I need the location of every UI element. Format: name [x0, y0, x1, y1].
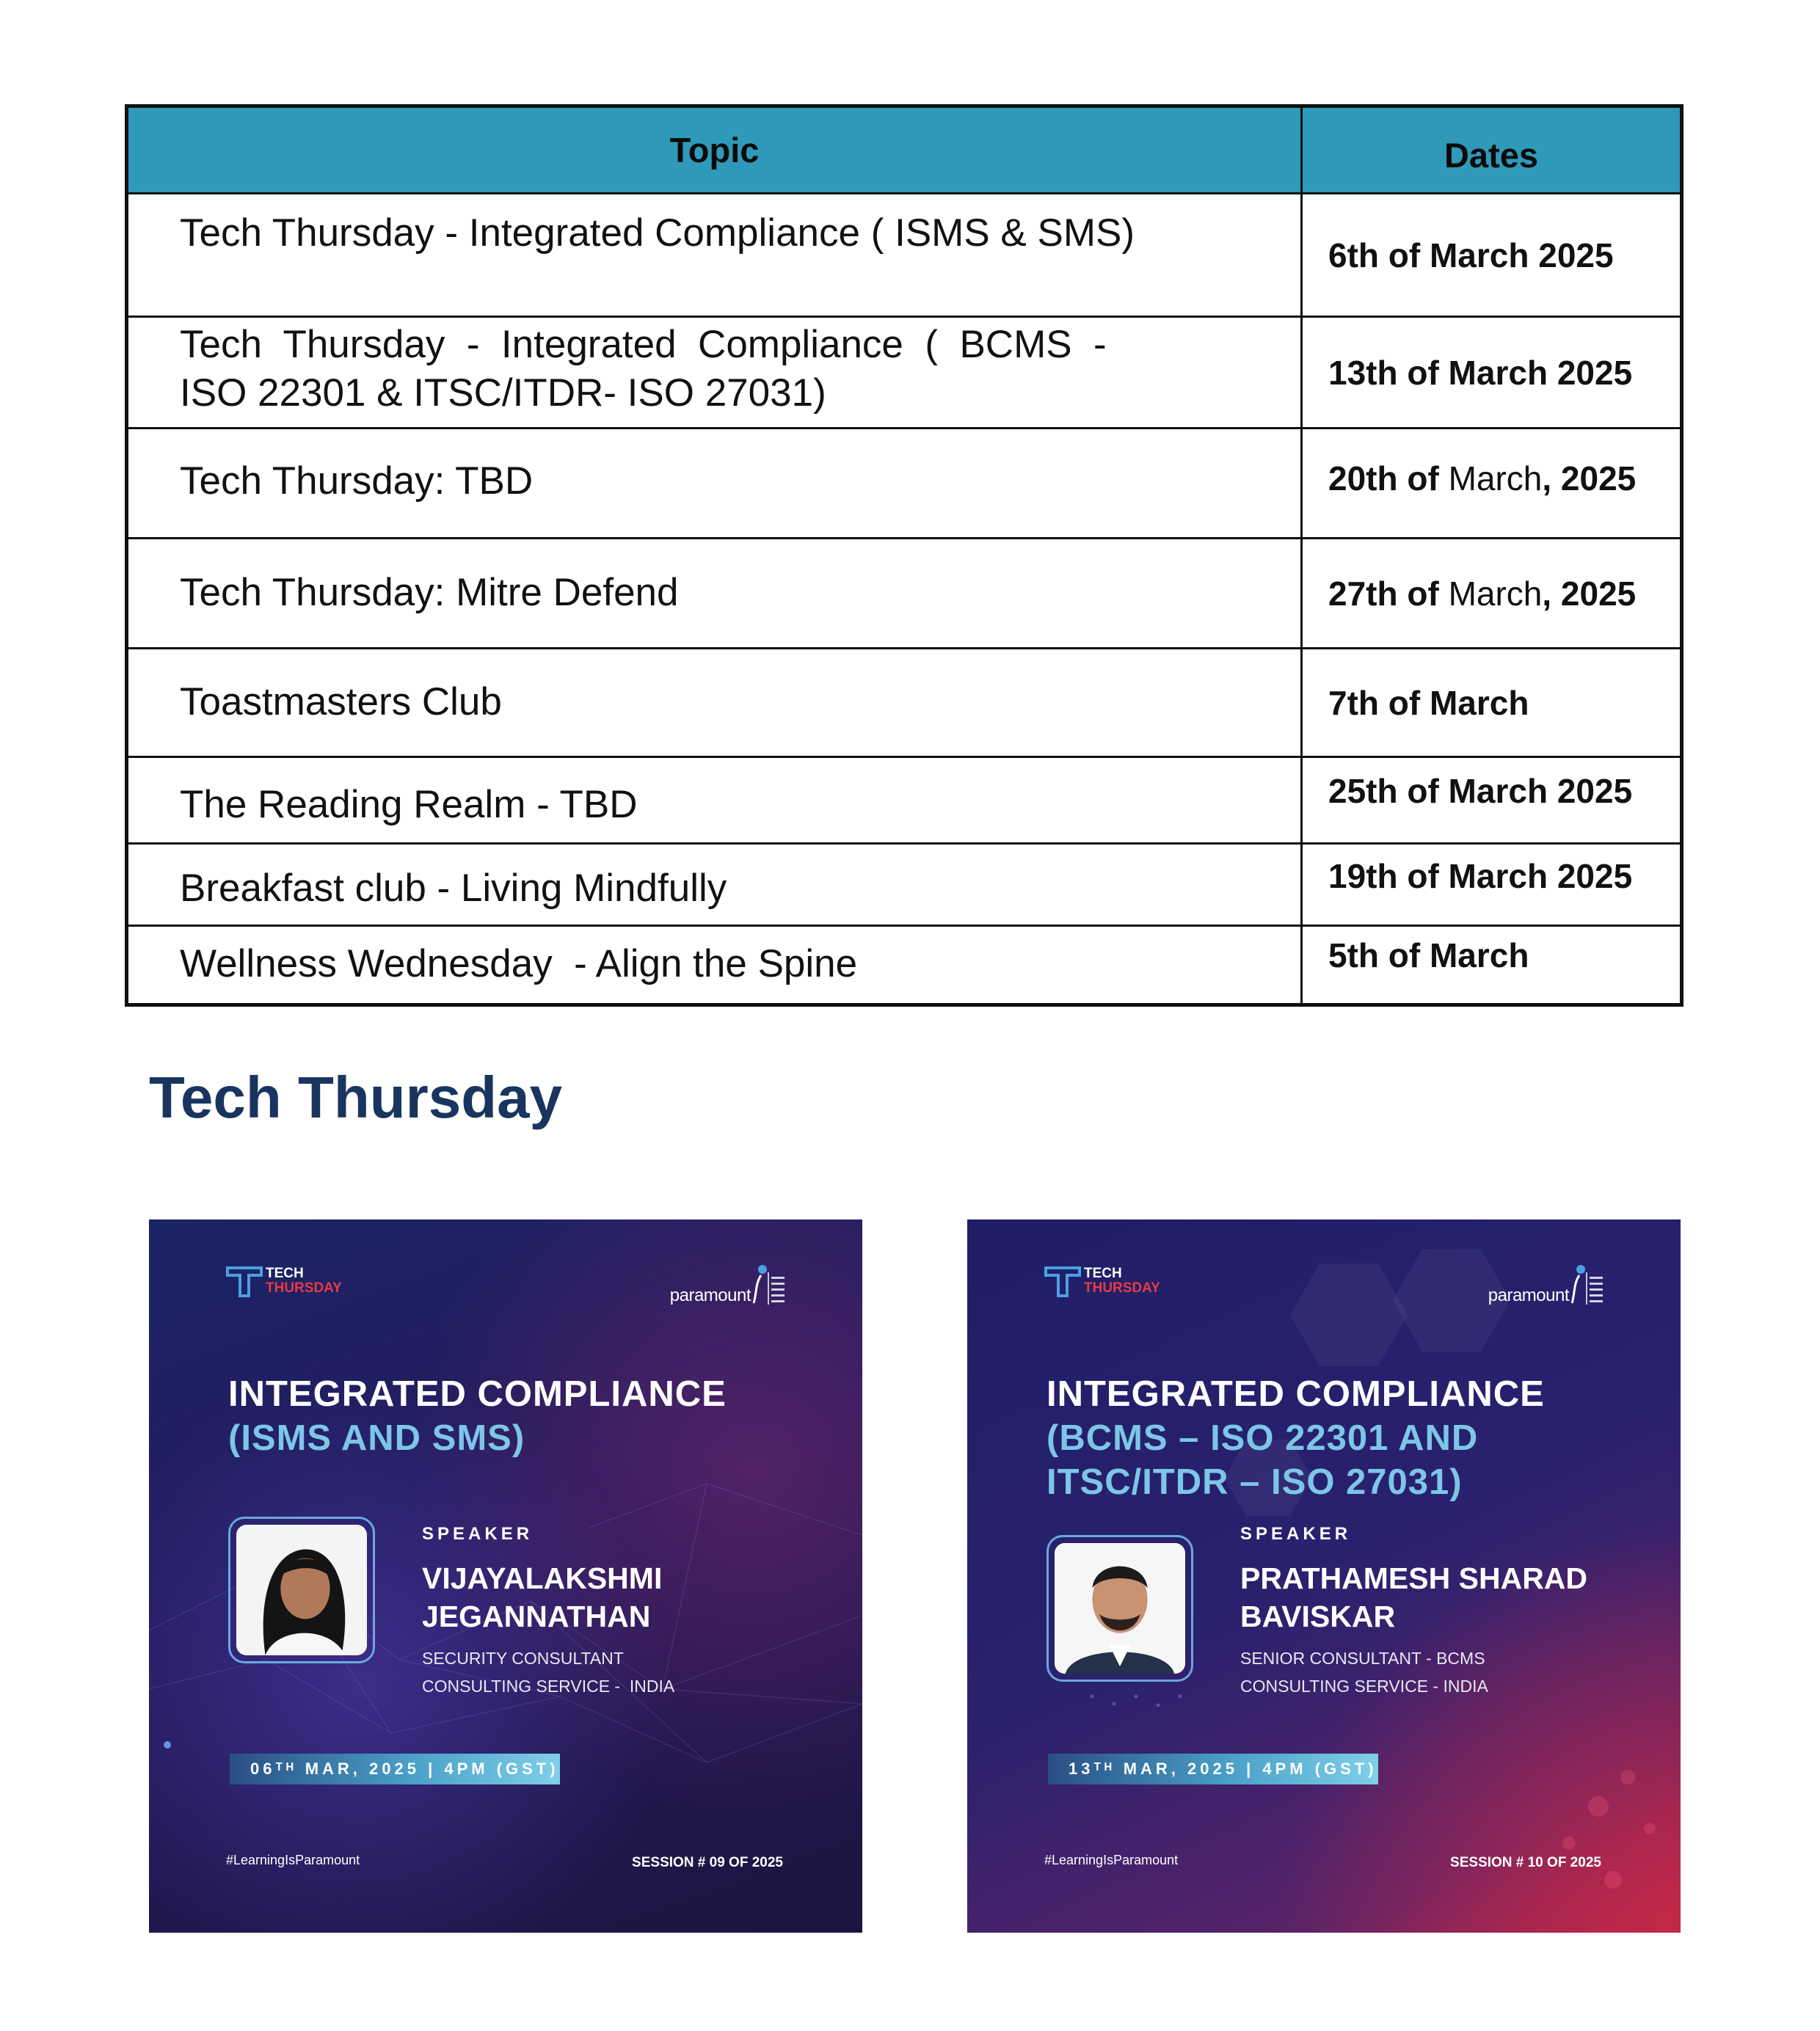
header-dates: Dates [1302, 106, 1682, 194]
speaker-role-line-1: SECURITY CONSULTANT [422, 1649, 624, 1668]
date-text: 20th of [1328, 459, 1449, 497]
speaker-photo [236, 1525, 367, 1655]
topic-text: The Reading Realm - TBD [180, 782, 638, 826]
t-logo-icon [226, 1265, 263, 1297]
date-text: 5th of March [1328, 936, 1529, 974]
date-cell [1302, 194, 1682, 317]
brand-name: paramount [669, 1286, 751, 1305]
topic-cell [127, 317, 1302, 429]
topic-cell [127, 649, 1302, 757]
topic-text: Breakfast club - Living Mindfully [180, 866, 727, 910]
date-text: 6th of March 2025 [1328, 236, 1614, 274]
schedule-table [125, 104, 1684, 1007]
topic-text-line-2: ISO 22301 & ITSC/ITDR- ISO 27031) [180, 371, 826, 415]
date-cell [1302, 649, 1682, 757]
date-year: , 2025 [1542, 459, 1637, 497]
topic-cell [127, 429, 1302, 539]
date-cell [1302, 757, 1682, 844]
session-number: SESSION # 09 OF 2025 [632, 1855, 783, 1870]
date-text: 13th of March 2025 [1328, 353, 1633, 392]
logo-text-thursday: THURSDAY [1084, 1280, 1160, 1296]
speaker-portrait [236, 1525, 367, 1655]
tech-thursday-logo [1044, 1265, 1160, 1297]
date-cell [1302, 844, 1682, 926]
topic-cell [127, 194, 1302, 317]
table-row [127, 429, 1682, 539]
title-line-2: (BCMS – ISO 22301 AND [1046, 1418, 1479, 1458]
brand-name: paramount [1488, 1286, 1569, 1305]
table-row [127, 649, 1682, 757]
logo-text-thursday: THURSDAY [266, 1280, 342, 1296]
paramount-logo [670, 1262, 789, 1306]
date-text: 25th of March 2025 [1328, 772, 1633, 810]
table-row [127, 194, 1682, 317]
topic-text: Tech Thursday: TBD [180, 459, 534, 503]
speaker-role-line-2: CONSULTING SERVICE - INDIA [1240, 1677, 1488, 1696]
speaker-label: SPEAKER [422, 1524, 534, 1544]
header-topic: Topic [127, 106, 1302, 194]
speaker-photo-frame [228, 1517, 375, 1663]
poster-title [1046, 1372, 1648, 1504]
speaker-label: SPEAKER [1240, 1524, 1352, 1544]
speaker-portrait [1055, 1543, 1185, 1674]
date-cell [1302, 317, 1682, 429]
paramount-figure-icon [752, 1262, 789, 1306]
speaker-role-line-2: CONSULTING SERVICE - INDIA [422, 1677, 675, 1696]
speaker-role [1240, 1644, 1651, 1700]
table-row [127, 757, 1682, 844]
topic-text: Tech Thursday - Integrated Compliance ( ISMS & SMS) [180, 211, 1135, 255]
hashtag: #LearningIsParamount [1044, 1853, 1179, 1867]
session-number: SESSION # 10 OF 2025 [1450, 1855, 1601, 1870]
date-cell [1302, 429, 1682, 539]
speaker-photo-frame [1046, 1535, 1193, 1682]
table-row [127, 844, 1682, 926]
date-cell [1302, 539, 1682, 649]
speaker-name [422, 1559, 833, 1636]
paramount-figure-icon [1570, 1262, 1607, 1306]
t-logo-icon [1044, 1265, 1081, 1297]
speaker-role-line-1: SENIOR CONSULTANT - BCMS [1240, 1649, 1485, 1668]
table-header-row [127, 106, 1682, 194]
table-row [127, 317, 1682, 429]
speaker-name-line-2: JEGANNATHAN [422, 1600, 651, 1633]
topic-text: Toastmasters Club [180, 680, 502, 724]
speaker-name-line-1: PRATHAMESH SHARAD [1240, 1561, 1588, 1595]
date-month: March [1448, 574, 1543, 613]
poster-title [228, 1372, 830, 1460]
session-date-bar: 06ᵀᴴ MAR, 2025 | 4PM (GST) [230, 1754, 560, 1784]
date-year: , 2025 [1542, 574, 1637, 613]
hashtag: #LearningIsParamount [226, 1853, 360, 1867]
table-row [127, 926, 1682, 1005]
date-text: 7th of March [1328, 683, 1529, 722]
session-date-bar: 13ᵀᴴ MAR, 2025 | 4PM (GST) [1048, 1754, 1378, 1784]
logo-text-tech: TECH [1084, 1266, 1122, 1281]
date-cell [1302, 926, 1682, 1005]
speaker-photo [1055, 1543, 1185, 1674]
speaker-info [422, 1524, 833, 1700]
speaker-name [1240, 1559, 1651, 1636]
speaker-name-line-2: BAVISKAR [1240, 1600, 1396, 1633]
speaker-name-line-1: VIJAYALAKSHMI [422, 1561, 663, 1595]
topic-cell [127, 539, 1302, 649]
date-month: March [1448, 459, 1543, 497]
topic-cell [127, 757, 1302, 844]
speaker-info [1240, 1524, 1651, 1700]
speaker-role [422, 1644, 833, 1700]
title-line-1: INTEGRATED COMPLIANCE [228, 1374, 727, 1414]
paramount-logo [1488, 1262, 1607, 1306]
poster-card [967, 1219, 1681, 1933]
topic-text: Wellness Wednesday - Align the Spine [180, 941, 858, 985]
topic-text-line-1: Tech Thursday - Integrated Compliance ( BCMS - [180, 323, 1107, 366]
title-line-3: ITSC/ITDR – ISO 27031) [1046, 1462, 1463, 1502]
poster-card [149, 1219, 862, 1933]
table-row [127, 539, 1682, 649]
title-line-1: INTEGRATED COMPLIANCE [1046, 1374, 1545, 1414]
tech-thursday-logo [226, 1265, 342, 1297]
title-line-2: (ISMS AND SMS) [228, 1418, 525, 1458]
topic-text: Tech Thursday: Mitre Defend [180, 571, 679, 614]
topic-cell [127, 926, 1302, 1005]
logo-text-tech: TECH [266, 1266, 304, 1281]
topic-cell [127, 844, 1302, 926]
section-title: Tech Thursday [149, 1065, 563, 1130]
date-text: 19th of March 2025 [1328, 857, 1633, 895]
date-text: 27th of [1328, 574, 1449, 613]
